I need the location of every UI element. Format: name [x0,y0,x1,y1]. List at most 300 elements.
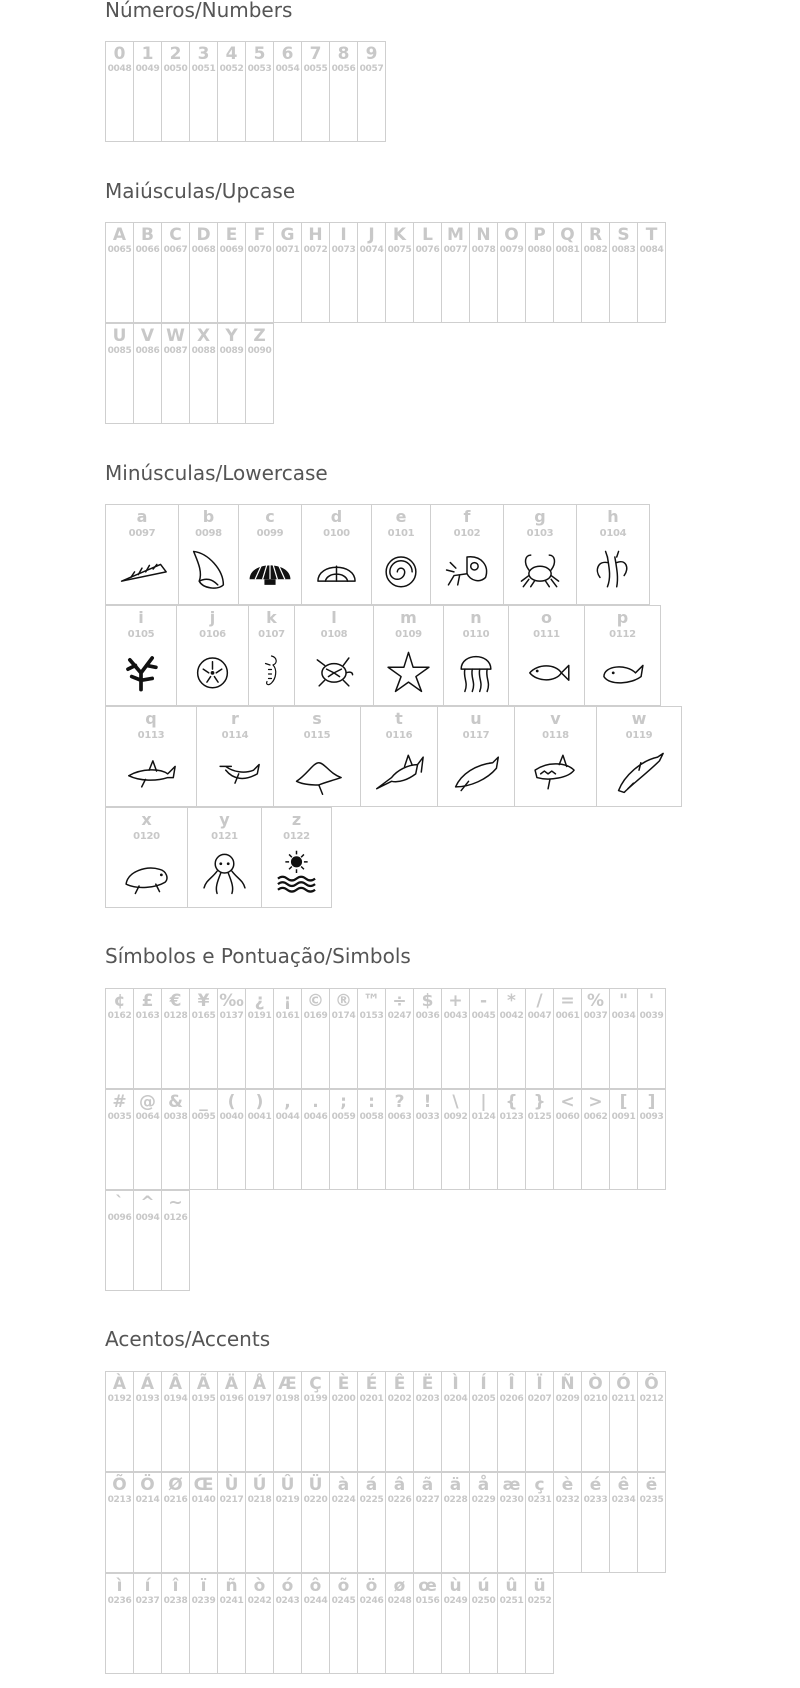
glyph-cell [105,807,188,908]
glyph-character: Y [225,326,238,346]
glyph-cell [105,222,134,323]
glyph-cell [357,1573,386,1674]
glyph-character: / [536,991,543,1011]
glyph-code: 0210 [583,1394,608,1404]
glyph-code: 0114 [221,730,249,741]
glyph-code: 0123 [499,1112,524,1122]
glyph-character: ® [335,991,352,1011]
seahorse-icon [249,645,294,697]
glyph-cell [329,988,358,1089]
glyph-code: 0043 [443,1011,468,1021]
glyph-character: á [365,1475,378,1495]
coral-icon [106,645,176,697]
glyph-cell [497,1573,526,1674]
glyph-code: 0116 [385,730,413,741]
glyph-cell [525,1371,554,1472]
glyph-code: 0034 [611,1011,636,1021]
glyph-character: < [560,1092,575,1112]
glyph-character: ø [393,1576,406,1596]
glyph-code: 0225 [359,1495,384,1505]
glyph-code: 0037 [583,1011,608,1021]
glyph-code: 0244 [303,1596,328,1606]
glyph-character: Û [280,1475,295,1495]
hammerhead-shark-icon [197,746,273,798]
glyph-code: 0055 [303,64,328,74]
glyph-character: g [534,507,546,526]
glyph-character: ç [534,1475,545,1495]
glyph-code: 0216 [163,1495,188,1505]
glyph-code: 0093 [639,1112,664,1122]
glyph-code: 0206 [499,1394,524,1404]
glyph-cell [273,222,302,323]
glyph-code: 0207 [527,1394,552,1404]
glyph-character: Ä [224,1374,239,1394]
fish-icon [509,645,584,697]
glyph-cell [245,1573,274,1674]
glyph-cell [469,1472,498,1573]
glyph-cell [371,504,431,605]
glyph-code: 0196 [219,1394,244,1404]
glyph-character: 2 [169,44,182,64]
glyph-code: 0117 [462,730,490,741]
glyph-cell [357,222,386,323]
glyph-code: 0048 [107,64,132,74]
glyph-cell [443,605,509,706]
glyph-character: Ù [224,1475,239,1495]
glyph-code: 0033 [415,1112,440,1122]
glyph-character: Í [480,1374,487,1394]
glyph-code: 0035 [107,1112,132,1122]
glyph-character: ` [115,1193,124,1213]
glyph-cell [301,41,330,142]
glyph-character: C [169,225,182,245]
glyph-code: 0201 [359,1394,384,1404]
glyph-character: 6 [281,44,294,64]
glyph-code: 0073 [331,245,356,255]
glyph-character: ‰ [219,991,244,1011]
glyph-cell [469,222,498,323]
glyph-character: y [219,810,230,829]
glyph-code: 0165 [191,1011,216,1021]
glyph-code: 0066 [135,245,160,255]
glyph-cell [413,1371,442,1472]
glyph-character: ; [340,1092,347,1112]
glyph-code: 0163 [135,1011,160,1021]
glyph-cell [413,1472,442,1573]
glyph-cell [525,222,554,323]
glyph-cell [189,323,218,424]
glyph-code: 0236 [107,1596,132,1606]
glyph-code: 0231 [527,1495,552,1505]
glyph-character: H [308,225,323,245]
glyph-cell [245,1371,274,1472]
lobster-icon [577,544,649,596]
glyph-character: O [504,225,519,245]
glyph-cell [133,323,162,424]
glyph-character: t [395,709,403,728]
glyph-code: 0219 [275,1495,300,1505]
glyph-code: 0090 [247,346,272,356]
glyph-cell [161,1089,190,1190]
glyph-character: v [550,709,561,728]
glyph-cell [245,1472,274,1573]
glyph-row [105,1472,665,1573]
glyph-code: 0096 [107,1213,132,1223]
glyph-cell [217,41,246,142]
glyph-code: 0193 [135,1394,160,1404]
glyph-cell [609,988,638,1089]
glyph-character: ô [309,1576,322,1596]
glyph-cell [437,706,515,807]
glyph-cell [105,1371,134,1472]
glyph-cell [581,988,610,1089]
glyph-cell [385,988,414,1089]
glyph-code: 0174 [331,1011,356,1021]
glyph-code: 0228 [443,1495,468,1505]
glyph-cell [301,1371,330,1472]
glyph-code: 0243 [275,1596,300,1606]
glyph-cell [413,1089,442,1190]
glyph-code: 0063 [387,1112,412,1122]
glyph-character: £ [141,991,154,1011]
glyph-character: z [291,810,302,829]
glyph-character: 0 [113,44,126,64]
glyph-code: 0209 [555,1394,580,1404]
glyph-cell [133,222,162,323]
glyph-character: à [337,1475,350,1495]
glyph-code: 0137 [219,1011,244,1021]
swordfish-icon [361,746,437,798]
glyph-character: 4 [225,44,238,64]
glyph-code: 0050 [163,64,188,74]
glyph-character: Z [253,326,266,346]
glyph-character: D [196,225,211,245]
glyph-character: o [541,608,552,627]
glyph-cell [189,1472,218,1573]
glyph-cell [357,1089,386,1190]
glyph-code: 0092 [443,1112,468,1122]
glyph-code: 0226 [387,1495,412,1505]
glyph-cell [217,1472,246,1573]
glyph-character: , [284,1092,291,1112]
glyph-character: \ [452,1092,459,1112]
glyph-character: . [312,1092,319,1112]
glyph-code: 0086 [135,346,160,356]
glyph-cell [525,988,554,1089]
humpback-whale-icon [438,746,514,798]
glyph-character: ¢ [113,991,126,1011]
glyph-cell [596,706,682,807]
glyph-cell [637,1472,666,1573]
glyph-code: 0118 [542,730,569,741]
glyph-code: 0080 [527,245,552,255]
glyph-cell [441,222,470,323]
glyph-character: ) [255,1092,264,1112]
glyph-cell [105,41,134,142]
glyph-code: 0051 [191,64,216,74]
glyph-code: 0140 [191,1495,216,1505]
glyph-character: í [144,1576,151,1596]
glyph-code: 0230 [499,1495,524,1505]
glyph-cell [196,706,274,807]
glyph-character: ¡ [283,991,292,1011]
section-title: Minúsculas/Lowercase [105,461,328,485]
cone-shell-icon [106,544,178,596]
glyph-row [105,1190,189,1291]
glyph-cell [441,1472,470,1573]
glyph-character: À [112,1374,127,1394]
glyph-character: b [202,507,215,526]
glyph-code: 0241 [219,1596,244,1606]
clam-shell-icon [302,544,371,596]
glyph-code: 0247 [387,1011,412,1021]
glyph-cell [497,1472,526,1573]
sea-turtle-icon [295,645,373,697]
glyph-character: p [616,608,629,627]
glyph-character: | [480,1092,487,1112]
glyph-code: 0232 [555,1495,580,1505]
glyph-code: 0202 [387,1394,412,1404]
glyph-character: U [112,326,127,346]
glyph-code: 0101 [387,528,415,539]
glyph-code: 0119 [625,730,653,741]
glyph-code: 0233 [583,1495,608,1505]
glyph-character: I [340,225,347,245]
glyph-character: F [253,225,266,245]
glyph-code: 0042 [499,1011,524,1021]
glyph-code: 0238 [163,1596,188,1606]
glyph-cell [189,41,218,142]
glyph-character: € [169,991,182,1011]
glyph-character: Ø [168,1475,183,1495]
glyph-character: è [561,1475,574,1495]
glyph-code: 0088 [191,346,216,356]
glyph-character: ò [253,1576,266,1596]
glyph-code: 0108 [320,629,348,640]
glyph-code: 0082 [583,245,608,255]
glyph-character: x [141,810,152,829]
glyph-cell [360,706,438,807]
glyph-character: { [505,1092,518,1112]
glyph-code: 0060 [555,1112,580,1122]
glyph-code: 0036 [415,1011,440,1021]
glyph-character: ü [533,1576,546,1596]
glyph-cell [161,41,190,142]
glyph-code: 0242 [247,1596,272,1606]
glyph-character: n [470,608,482,627]
glyph-character: [ [619,1092,628,1112]
glyph-code: 0113 [137,730,165,741]
starfish-icon [374,645,443,697]
glyph-cell [133,1371,162,1472]
glyph-character: Õ [112,1475,127,1495]
glyph-character: * [507,991,516,1011]
glyph-character: K [392,225,407,245]
glyph-code: 0199 [303,1394,328,1404]
jellyfish-icon [444,645,508,697]
glyph-character: æ [502,1475,521,1495]
manatee-icon [106,847,187,899]
glyph-character: ? [394,1092,405,1112]
glyph-code: 0234 [611,1495,636,1505]
glyph-character: # [112,1092,127,1112]
glyph-code: 0061 [555,1011,580,1021]
scallop-shell-icon [239,544,301,596]
glyph-code: 0059 [331,1112,356,1122]
glyph-character: P [533,225,546,245]
glyph-code: 0046 [303,1112,328,1122]
glyph-code: 0213 [107,1495,132,1505]
glyph-code: 0058 [359,1112,384,1122]
glyph-code: 0126 [163,1213,188,1223]
glyph-cell [553,1371,582,1472]
glyph-cell [189,1089,218,1190]
glyph-cell [385,1371,414,1472]
glyph-character: î [172,1576,179,1596]
glyph-cell [105,1472,134,1573]
glyph-code: 0251 [499,1596,524,1606]
glyph-character: d [330,507,343,526]
glyph-cell [525,1472,554,1573]
glyph-cell [238,504,302,605]
glyph-cell [189,222,218,323]
glyph-code: 0203 [415,1394,440,1404]
glyph-code: 0078 [471,245,496,255]
glyph-code: 0067 [163,245,188,255]
glyph-cell [357,41,386,142]
glyph-code: 0161 [275,1011,300,1021]
glyph-character: Ç [309,1374,322,1394]
octopus-icon [188,847,261,899]
section-title: Números/Numbers [105,0,293,22]
glyph-cell [329,41,358,142]
glyph-code: 0153 [359,1011,384,1021]
glyph-cell [161,323,190,424]
glyph-code: 0224 [331,1495,356,1505]
glyph-code: 0057 [359,64,384,74]
shark-icon [106,746,196,798]
glyph-cell [273,706,361,807]
glyph-code: 0128 [163,1011,188,1021]
glyph-cell [329,222,358,323]
glyph-character: ä [449,1475,462,1495]
glyph-character: 5 [253,44,266,64]
glyph-cell [385,222,414,323]
glyph-character: u [470,709,482,728]
glyph-cell [301,988,330,1089]
glyph-code: 0065 [107,245,132,255]
glyph-cell [609,1089,638,1190]
glyph-character: _ [199,1092,208,1112]
glyph-cell [553,988,582,1089]
glyph-character: c [265,507,275,526]
glyph-cell [357,1371,386,1472]
glyph-cell [189,1371,218,1472]
glyph-character: V [140,326,155,346]
glyph-character: Ò [588,1374,603,1394]
glyph-cell [469,1371,498,1472]
glyph-cell [245,323,274,424]
glyph-code: 0044 [275,1112,300,1122]
glyph-character: ê [617,1475,630,1495]
glyph-cell [497,222,526,323]
glyph-code: 0081 [555,245,580,255]
glyph-cell [584,605,661,706]
glyph-character: a [136,507,148,526]
glyph-character: Ê [393,1374,406,1394]
glyph-character: ! [423,1092,432,1112]
glyph-code: 0094 [135,1213,160,1223]
glyph-character: Ü [308,1475,323,1495]
glyph-character: Ë [421,1374,434,1394]
glyph-character: Æ [278,1374,297,1394]
glyph-character: - [479,991,488,1011]
glyph-code: 0083 [611,245,636,255]
glyph-cell [105,1089,134,1190]
glyph-character: } [533,1092,546,1112]
glyph-character: ñ [225,1576,238,1596]
glyph-character: Q [560,225,575,245]
glyph-character: w [631,709,647,728]
glyph-character: ÷ [392,991,407,1011]
glyph-cell [553,222,582,323]
glyph-row [105,1089,665,1190]
glyph-code: 0220 [303,1495,328,1505]
glyph-character: ¿ [254,991,265,1011]
glyph-code: 0087 [163,346,188,356]
glyph-code: 0072 [303,245,328,255]
glyph-cell [187,807,262,908]
glyph-character: Ñ [560,1374,575,1394]
glyph-character: Œ [193,1475,214,1495]
glyph-cell [273,41,302,142]
glyph-code: 0041 [247,1112,272,1122]
glyph-code: 0212 [639,1394,664,1404]
glyph-row [105,41,385,142]
glyph-character: N [476,225,491,245]
glyph-row [105,706,681,807]
glyph-code: 0248 [387,1596,412,1606]
glyph-code: 0217 [219,1495,244,1505]
glyph-character: Ã [196,1374,211,1394]
glyph-code: 0097 [128,528,156,539]
glyph-character: T [645,225,658,245]
glyph-character: e [395,507,407,526]
glyph-cell [301,1472,330,1573]
glyph-cell [609,1371,638,1472]
glyph-character: G [280,225,295,245]
great-white-shark-icon [515,746,596,798]
glyph-code: 0249 [443,1596,468,1606]
glyph-character: ™ [363,991,380,1011]
glyph-character: m [400,608,417,627]
glyph-cell [581,1371,610,1472]
glyph-cell [217,1573,246,1674]
glyph-cell [581,1089,610,1190]
glyph-cell [329,1371,358,1472]
glyph-character: q [145,709,157,728]
glyph-cell [441,988,470,1089]
glyph-character: Ï [536,1374,543,1394]
glyph-character: ì [116,1576,123,1596]
glyph-character: Ö [140,1475,155,1495]
glyph-cell [273,988,302,1089]
glyph-character: " [619,991,628,1011]
glyph-cell [161,222,190,323]
glyph-character: f [463,507,471,526]
glyph-cell [178,504,239,605]
glyph-row [105,605,660,706]
